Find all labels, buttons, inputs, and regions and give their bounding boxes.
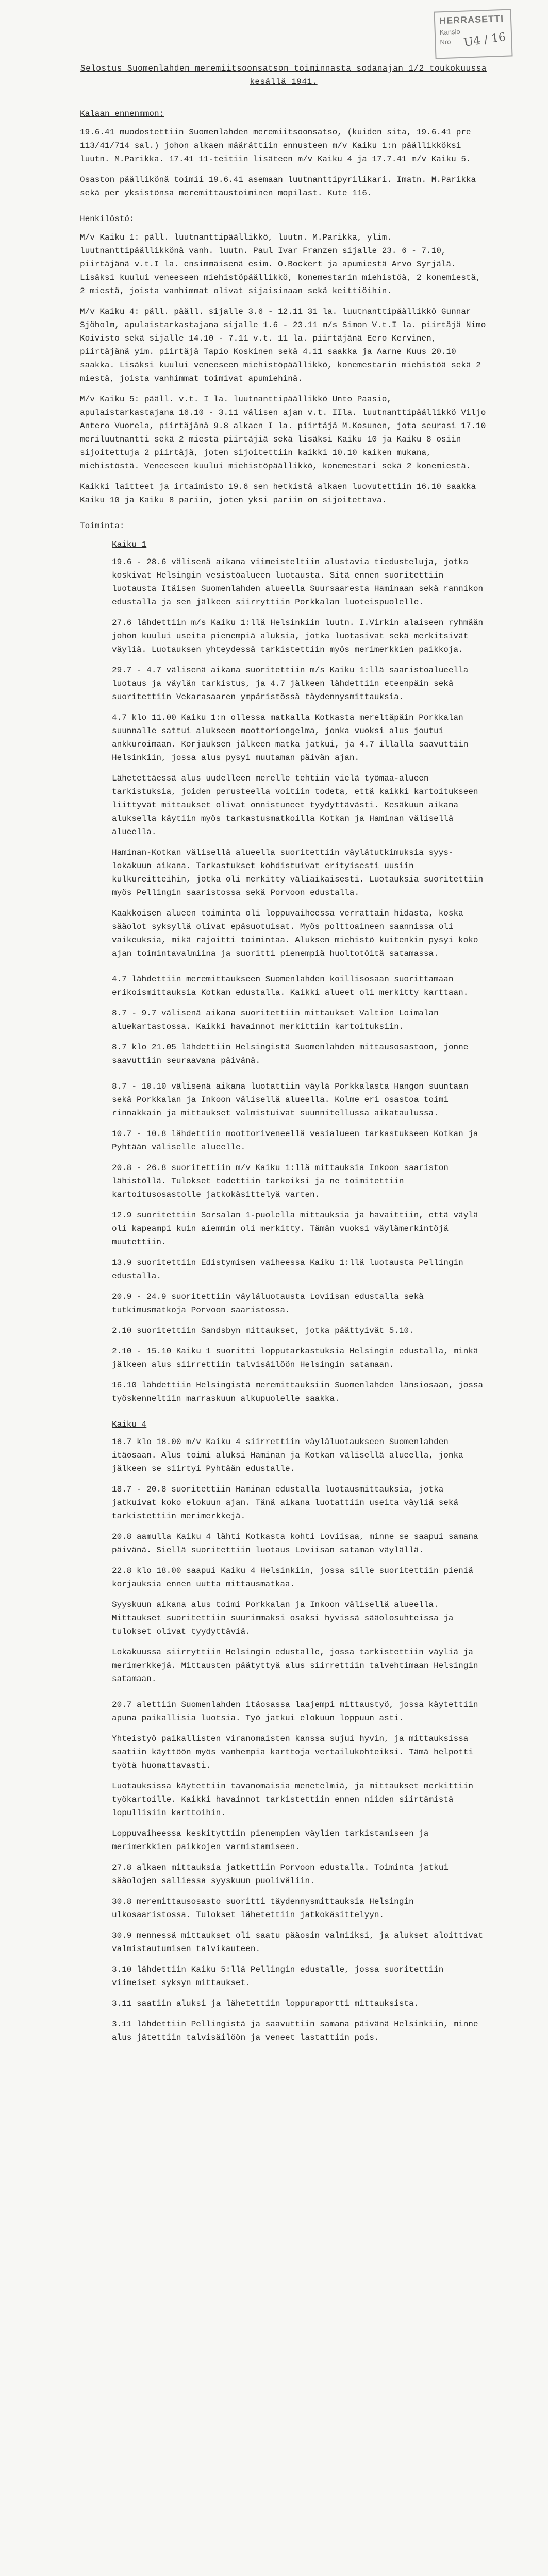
paragraph: 20.8 - 26.8 suoritettiin m/v Kaiku 1:llä mittauksia Inkoon saariston lähistöllä. Tulokset todettiin tarkoiksi ja ne toimitettiin kartoitusosastolle jatkokäsittelyä varten. (112, 1163, 454, 1199)
stamp-line-3: Nro (440, 38, 451, 46)
paragraph: 3.10 lähdettiin Kaiku 5:llä Pellingin edustalle, jossa suoritettiin viimeiset syksyn mittaukset. (112, 1965, 449, 1988)
paragraph: 8.7 - 9.7 välisenä aikana suoritettiin mittaukset Valtion Loimalan aluekartastossa. Kaikki havainnot merkittiin kartoituksiin. (112, 1009, 444, 1031)
paragraph: 12.9 suoritettiin Sorsalan 1-puolella mittauksia ja havaittiin, että väylä oli kapeampi kuin aiemmin oli merkitty. Tämän vuoksi väylämerkintöjä muutettiin. (112, 1211, 484, 1247)
paragraph: Haminan-Kotkan välisellä alueella suoritettiin väylätutkimuksia syys-lokakuun aikana. Tarkastukset kohdistuivat erityisesti uusiin kulkureitteihin, jotka oli merkitty väliaikaisesti. Luotauksia suoritettiin myös Pellingin saaristossa sekä Porvoon edustalla. (112, 848, 488, 897)
paragraph: 16.10 lähdettiin Helsingistä meremittauksiin Suomenlahden länsiosaan, jossa työskenneltiin marraskuun alkupuolelle saakka. (112, 1381, 488, 1403)
paragraph: 3.11 lähdettiin Pellingistä ja saavuttiin samana päivänä Helsinkiin, minne alus jätettiin talvisäilöön ja veneet lastattiin pois. (112, 2020, 484, 2042)
paragraph: 22.8 klo 18.00 saapui Kaiku 4 Helsinkiin, jossa sille suoritettiin pieniä korjauksia ennen uutta mittausmatkaa. (112, 1566, 478, 1589)
paragraph: 2.10 suoritettiin Sandsbyn mittaukset, jotka päättyivät 5.10. (112, 1326, 414, 1335)
paragraph: Lokakuussa siirryttiin Helsingin edustalle, jossa tarkistettiin väyliä ja merimerkkejä. Mittausten päätyttyä alus siirrettiin talvehtimaan Helsingin satamaan. (112, 1648, 484, 1684)
paragraph: 20.7 alettiin Suomenlahden itäosassa laajempi mittaustyö, jossa käytettiin apuna paikallisia luotsia. Työ jatkui elokuun loppuun asti. (112, 1700, 484, 1723)
paragraph: 30.8 meremittausosasto suoritti täydennysmittauksia Helsingin ulkosaaristossa. Tulokset lähetettiin jatkokäsittelyyn. (112, 1897, 419, 1920)
paragraph: Luotauksissa käytettiin tavanomaisia menetelmiä, ja mittaukset merkittiin työkartoille. Kaikki havainnot tarkistettiin ennen niiden siirtämistä lopullisiin karttoihin. (112, 1782, 478, 1818)
paragraph: Kaakkoisen alueen toiminta oli loppuvaiheessa verrattain hidasta, koska sääolot syksyllä olivat epäsuotuisat. Myös polttoaineen saannissa oli vaikeuksia, mikä rajoitti toimintaa. Aluksen miehistö kuitenkin pysyi koko ajan toimintavalmiina ja suoritti pienempiä huoltotöitä satamassa. (112, 909, 484, 958)
subheading-kaiku-4: Kaiku 4 (112, 1420, 147, 1429)
subheading-kaiku-1: Kaiku 1 (112, 540, 147, 549)
stamp-line-2: Kansio (439, 27, 460, 37)
paragraph: 13.9 suoritettiin Edistymisen vaiheessa Kaiku 1:llä luotausta Pellingin edustalla. (112, 1258, 469, 1281)
paragraph: Lähetettäessä alus uudelleen merelle tehtiin vielä työmaa-alueen tarkistuksia, joiden perusteella voitiin todeta, että kaikki kartoitukseen liittyvät mittaukset olivat onnistuneet tyydyttävästi. Kesäkuun aikana aluksella käytiin myös tarkastusmatkoilla Kotkan ja Haminan välisellä alueella. (112, 774, 484, 837)
stamp-line-1: HERRASETTI (439, 13, 504, 26)
paragraph: 10.7 - 10.8 lähdettiin moottoriveneellä vesialueen tarkastukseen Kotkan ja Pyhtään väliselle alueelle. (112, 1129, 484, 1152)
paragraph: 16.7 klo 18.00 m/v Kaiku 4 siirrettiin väyläluotaukseen Suomenlahden itäosaan. Alus toimi aluksi Haminan ja Kotkan välisellä alueella, jonka jälkeen se siirtyi Pyhtään edustalle. (112, 1437, 469, 1473)
paragraph: 27.6 lähdettiin m/s Kaiku 1:llä Helsinkiin luutn. I.Virkin alaiseen ryhmään johon kuului useita pienempiä aluksia, jotka luotasivat sekä merkitsivät väyliä. Luotauksen yhteydessä tarkistettiin myös merimerkkien paikkoja. (112, 618, 488, 654)
paragraph: 20.9 - 24.9 suoritettiin väyläluotausta Loviisan edustalla sekä tutkimusmatkoja Porvoon saaristossa. (112, 1292, 429, 1315)
paragraph: 3.11 saatiin aluksi ja lähetettiin loppuraportti mittauksista. (112, 1999, 419, 2008)
paragraph: Syyskuun aikana alus toimi Porkkalan ja Inkoon välisellä alueella. Mittaukset suoritettiin suurimmaksi osaksi hyvissä sääolosuhteissa ja tulokset olivat tyydyttäviä. (112, 1600, 459, 1636)
paragraph: 8.7 klo 21.05 lähdettiin Helsingistä Suomenlahden mittausosastoon, jonne saavuttiin seuraavana päivänä. (112, 1043, 473, 1065)
paragraph: Osaston päällikönä toimii 19.6.41 asemaan luutnanttipyrilikari. Imatn. M.Parikka sekä per yksistönsa meremittaustoiminen mopilast. Kute 116. (80, 175, 481, 198)
section-heading-personnel: Henkilöstö: (80, 214, 135, 224)
paragraph: Loppuvaiheessa keskityttiin pienempien väylien tarkistamiseen ja merimerkkien paikkojen varmistamiseen. (112, 1829, 434, 1852)
paragraph: 30.9 mennessä mittaukset oli saatu pääosin valmiiksi, ja alukset aloittivat valmistautumisen talvikauteen. (112, 1931, 488, 1954)
archive-stamp (434, 9, 512, 59)
section-heading-intro: Kalaan ennenmmon: (80, 109, 164, 118)
paragraph: 18.7 - 20.8 suoritettiin Haminan edustalla luotausmittauksia, jotka jatkuivat koko elokuun ajan. Tänä aikana luotattiin useita väyliä sekä tarkistettiin merimerkkejä. (112, 1485, 463, 1521)
paragraph: Kaikki laitteet ja irtaimisto 19.6 sen hetkistä alkaen luovutettiin 16.10 saakka Kaiku 10 ja Kaiku 8 pariin, joten yksi pariin on sijoitettava. (80, 482, 481, 505)
document-title: Selostus Suomenlahden meremiitsoonsatson toiminnasta sodanajan 1/2 toukokuussa kesällä 1941. (80, 64, 487, 87)
paragraph: M/v Kaiku 5: pääll. v.t. I la. luutnanttipäällikkö Unto Paasio, apulaistarkastajana 16.10 - 3.11 välisen ajan v.t. IIla. luutnanttipäällikkö Viljo Antero Vuorela, piirtäjänä 9.8 alkaen I la. piirtäjä M.Kosunen, jota seurasi 17.10 meriluutnantti sekä 2 miestä piirtäjiä sekä lisäksi Kaiku 10 ja Kaiku 8 osiin sijoitettuja 2 piirtäjä, joten sijoitettiin kaikki 10.10 kaiken mukana, miehistöstä. Veneeseen kuului miehistöpäällikkö, konemestari sekä 2 konemiestä. (80, 395, 491, 471)
paragraph: 19.6.41 muodostettiin Suomenlahden meremiitsoonsatso, (kuiden sita, 19.6.41 pre 113/41/714 sal.) johon alkaen määrättiin ennusteen m/v Kaiku 1:n päällikköksi luutn. M.Parikka. 17.41 11-teitiin lisäteen m/v Kaiku 4 ja 17.7.41 m/v Kaiku 5. (80, 128, 476, 164)
paragraph: M/v Kaiku 4: päll. pääll. sijalle 3.6 - 12.11 31 la. luutnanttipäällikkö Gunnar Sjöholm, apulaistarkastajana sijalle 1.6 - 23.11 m/s Simon V.t.I la. piirtäjä Nimo Koivisto sekä sijalle 14.10 - 7.11 v.t. 11 la. piirtäjänä Eero Kervinen, piirtäjänä yim. piirtäjä Tapio Koskinen sekä 4.11 saakka ja Aarne Kuus 20.10 saakka. Lisäksi kuului veneeseen miehistöpäällikkö, konemestarin miehistöä sekä 2 miestä, joista vanhimmat toimivat apumiehinä. (80, 307, 491, 383)
paragraph: 19.6 - 28.6 välisenä aikana viimeisteltiin alustavia tiedusteluja, jotka koskivat Helsingin vesistöalueen luotausta. Sitä ennen suoritettiin luotausta Itäisen Suomenlahden alueella Suursaaresta Haminaan sekä rannikon edustalla ja sen jälkeen siirryttiin Porkkalan luoteispuolelle. (112, 557, 488, 607)
paragraph: 2.10 - 15.10 Kaiku 1 suoritti lopputarkastuksia Helsingin edustalla, minkä jälkeen alus siirrettiin talvisäilöön Helsingin satamaan. (112, 1347, 484, 1369)
paragraph: 29.7 - 4.7 välisenä aikana suoritettiin m/s Kaiku 1:llä saaristoalueella luotaus ja väylän tarkistus, ja 4.7 jälkeen lähdettiin eteenpäin sekä suoritettiin Vekarasaaren ympäristössä täydennysmittauksia. (112, 666, 473, 702)
stamp-handwritten-number: U4 / 16 (463, 30, 507, 49)
paragraph: 4.7 lähdettiin meremittaukseen Suomenlahden koillisosaan suorittamaan erikoismittauksia Kotkan edustalla. Kaikki alueet oli merkitty karttaan. (112, 975, 469, 997)
document-content (80, 62, 491, 2052)
paragraph: 4.7 klo 11.00 Kaiku 1:n ollessa matkalla Kotkasta mereltäpäin Porkkalan suunnalle sattui alukseen moottoriongelma, jonka vuoksi alus joutui ankkuroimaan. Korjauksen jälkeen matka jatkui, ja 4.7 illalla saavuttiin Helsinkiin, jossa alus pysyi muutaman päivän ajan. (112, 713, 473, 762)
paragraph: Yhteistyö paikallisten viranomaisten kanssa sujui hyvin, ja mittauksissa saatiin käyttöön myös vanhempia karttoja vertailukohteiksi. Tämä helpotti työtä huomattavasti. (112, 1734, 478, 1770)
section-heading-operations: Toiminta: (80, 521, 125, 531)
paragraph: 8.7 - 10.10 välisenä aikana luotattiin väylä Porkkalasta Hangon suuntaan sekä Porkkalan ja Inkoon välisellä alueella. Kolme eri osastoa toimi rinnakkain ja mittaukset valmistuivat suunnitellussa aikataulussa. (112, 1082, 473, 1118)
paragraph: 20.8 aamulla Kaiku 4 lähti Kotkasta kohti Loviisaa, minne se saapui samana päivänä. Siellä suoritettiin luotaus Loviisan sataman väylällä. (112, 1532, 484, 1555)
paragraph: 27.8 alkaen mittauksia jatkettiin Porvoon edustalla. Toiminta jatkui sääolojen salliessa syyskuun puoliväliin. (112, 1863, 454, 1886)
paragraph: M/v Kaiku 1: päll. luutnanttipäällikkö, luutn. M.Parikka, ylim. luutnanttipäällikkönä vanh. luutn. Paul Ivar Franzen sijalle 23. 6 - 7.10, piirtäjänä v.t.I la. ensimmäisenä esim. O.Bockert ja apumiestä Arvo Syrjälä. Lisäksi kuului veneeseen miehistöpäällikkö, konemestarin miehistöä, 2 konemiestä, 2 miestä, joista vanhimmat olivat sijaisinaan sekä keittiöihin. (80, 233, 486, 296)
